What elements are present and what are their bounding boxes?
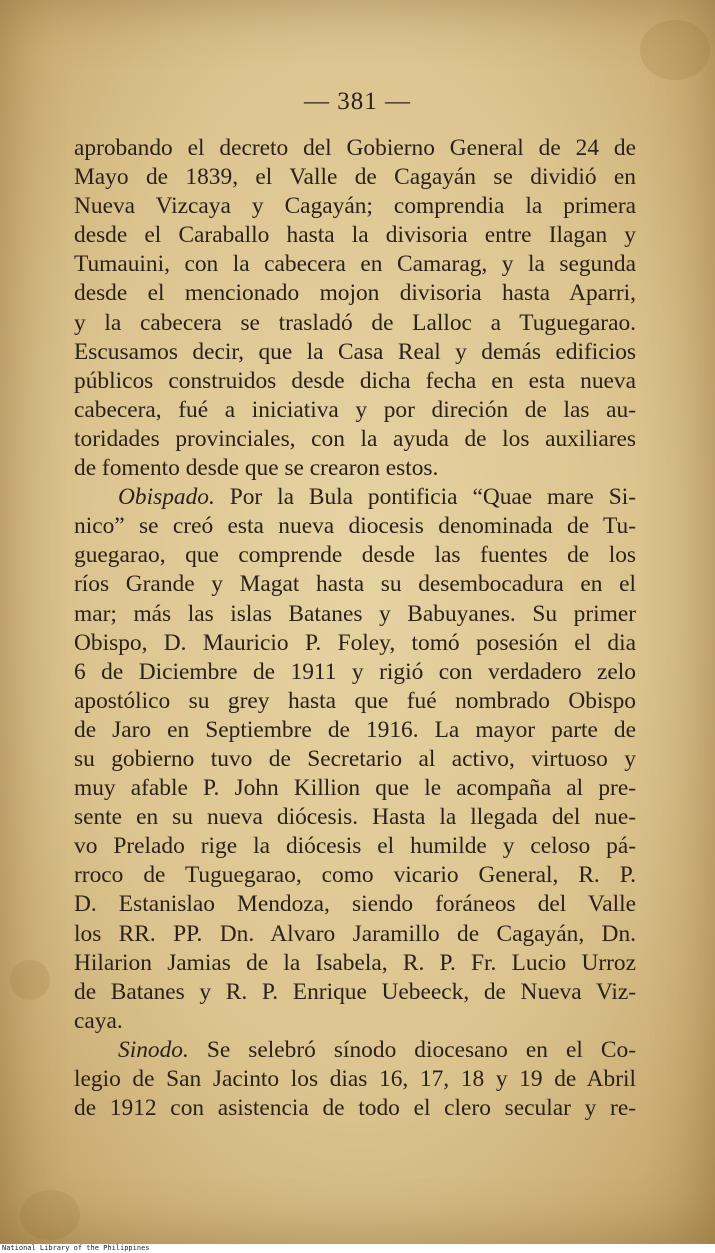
text-line: Tumauini, con la cabecera en Camarag, y la segunda: [74, 251, 636, 278]
text-line: nico” se creó esta nueva diocesis denominada de Tu-: [74, 513, 636, 540]
text-line: vo Prelado rige la diócesis el humilde y celoso pá-: [74, 833, 636, 860]
text-line: Obispo, D. Mauricio P. Foley, tomó posesión el dia: [74, 629, 636, 656]
page-number: — 381 —: [304, 88, 411, 115]
body-text: [74, 134, 636, 1123]
text-line: guegarao, que comprende desde las fuentes de los: [74, 542, 636, 569]
sinodo-first-line-text: Se selebró sínodo diocesano en el Co-: [188, 1036, 636, 1063]
text-line: Mayo de 1839, el Valle de Cagayán se dividió en: [74, 164, 636, 191]
text-line: de 1912 con asistencia de todo el clero secular y re-: [74, 1095, 636, 1122]
sinodo-heading: Sinodo.: [118, 1036, 189, 1063]
obispado-first-line: [74, 483, 636, 512]
text-line: Nueva Vizcaya y Cagayán; comprendia la primera: [74, 193, 636, 220]
text-line: Hilarion Jamias de la Isabela, R. P. Fr. Lucio Urroz: [74, 949, 636, 976]
sinodo-first-line: [74, 1036, 636, 1065]
text-line: legio de San Jacinto los dias 16, 17, 18 y 19 de Abril: [74, 1066, 636, 1092]
text-line: públicos construidos desde dicha fecha en esta nueva: [74, 367, 636, 394]
paper-stain: [20, 1190, 80, 1240]
text-line: aprobando el decreto del Gobierno General de 24 de: [74, 135, 636, 161]
text-line: Escusamos decir, que la Casa Real y demás edificios: [74, 338, 636, 365]
library-credit: National Library of the Philippines: [2, 1244, 150, 1252]
obispado-first-line-text: Por la Bula pontificia “Quae mare Si-: [214, 484, 636, 511]
text-line: y la cabecera se trasladó de Lalloc a Tuguegarao.: [74, 309, 636, 336]
text-line: cabecera, fué a iniciativa y por direción de las au-: [74, 396, 636, 423]
text-line: mar; más las islas Batanes y Babuyanes. Su primer: [74, 600, 636, 627]
text-line: apostólico su grey hasta que fué nombrado Obispo: [74, 687, 636, 714]
text-line: de Batanes y R. P. Enrique Uebeeck, de Nueva Viz-: [74, 978, 636, 1005]
text-line: ríos Grande y Magat hasta su desembocadura en el: [74, 571, 636, 598]
text-line: caya.: [74, 1007, 123, 1034]
text-line: su gobierno tuvo de Secretario al activo, virtuoso y: [74, 745, 636, 772]
paper-stain: [10, 960, 50, 1000]
text-line: 6 de Diciembre de 1911 y rigió con verdadero zelo: [74, 658, 636, 685]
text-line: rroco de Tuguegarao, como vicario General, R. P.: [74, 862, 636, 889]
paper-stain: [640, 20, 710, 80]
text-line: sente en su nueva diócesis. Hasta la llegada del nue-: [74, 804, 636, 831]
obispado-heading: Obispado.: [118, 484, 215, 511]
text-line: de fomento desde que se crearon estos.: [74, 455, 439, 482]
text-line: los RR. PP. Dn. Alvaro Jaramillo de Cagayán, Dn.: [74, 920, 636, 947]
text-line: desde el Caraballo hasta la divisoria entre Ilagan y: [74, 222, 636, 249]
text-line: toridades provinciales, con la ayuda de los auxiliares: [74, 425, 636, 452]
text-line: muy afable P. John Killion que le acompaña al pre-: [74, 775, 636, 802]
text-line: D. Estanislao Mendoza, siendo foráneos del Valle: [74, 891, 636, 918]
text-line: desde el mencionado mojon divisoria hasta Aparri,: [74, 280, 636, 307]
text-line: de Jaro en Septiembre de 1916. La mayor parte de: [74, 716, 636, 743]
